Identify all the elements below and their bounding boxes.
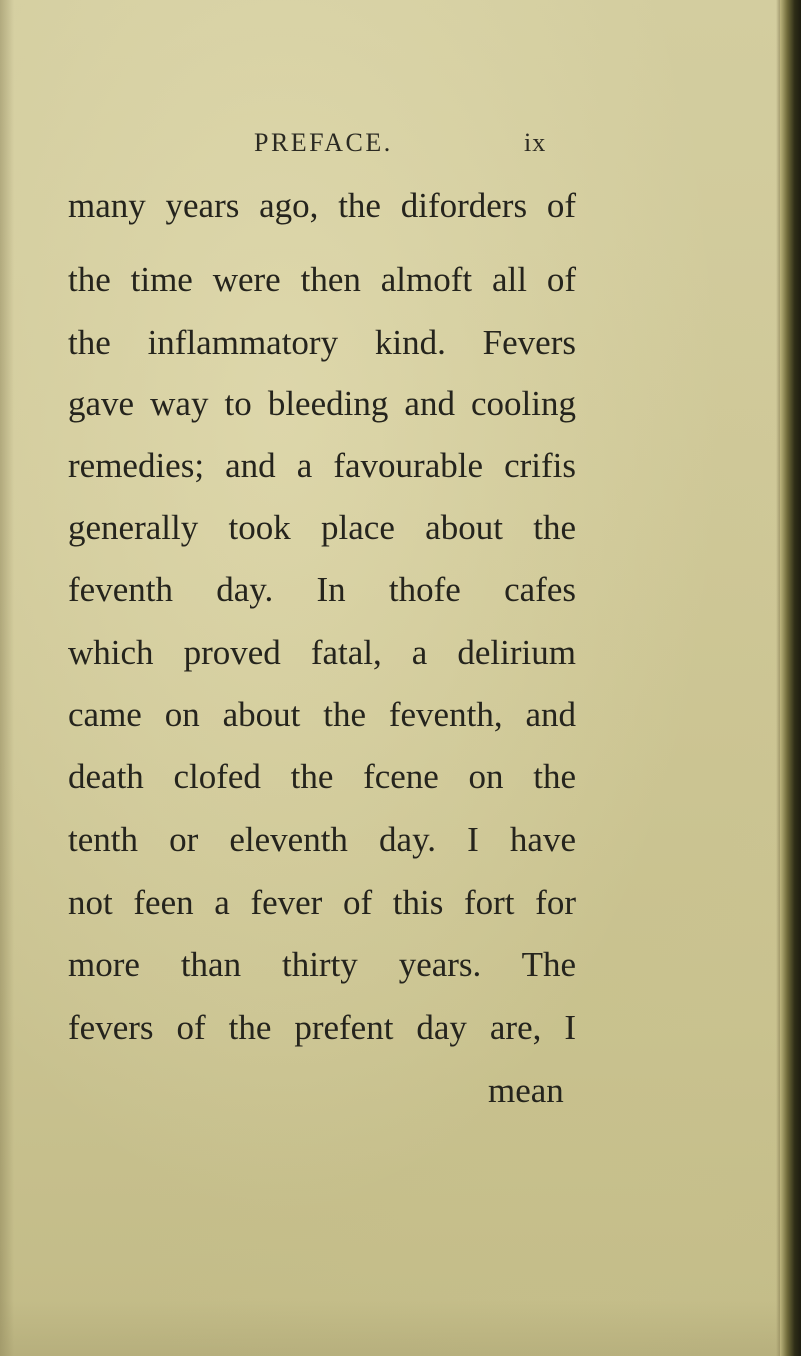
text-line: came on about the feventh, and	[68, 695, 576, 734]
text-line: tenth or eleventh day. I have	[68, 820, 576, 859]
text-line: fevers of the prefent day are, I	[68, 1008, 576, 1047]
catchword: mean	[488, 1071, 564, 1110]
text-line: not feen a fever of this fort for	[68, 883, 576, 922]
text-line: which proved fatal, a delirium	[68, 633, 576, 672]
text-line: the time were then almoft all of	[68, 260, 576, 299]
page-left-shadow	[0, 0, 14, 1356]
text-line: death clofed the fcene on the	[68, 757, 576, 796]
text-line: generally took place about the	[68, 508, 576, 547]
text-line: the inflammatory kind. Fevers	[68, 323, 576, 362]
binding-gutter	[780, 0, 801, 1356]
running-head: PREFACE.	[254, 128, 393, 157]
page-bottom-shade	[0, 1300, 780, 1356]
text-line: feventh day. In thofe cafes	[68, 570, 576, 609]
page-number: ix	[524, 128, 547, 157]
text-line: many years ago, the diforders of	[68, 186, 576, 225]
text-line: more than thirty years. The	[68, 945, 576, 984]
text-line: remedies; and a favourable crifis	[68, 446, 576, 485]
text-line: gave way to bleeding and cooling	[68, 384, 576, 423]
